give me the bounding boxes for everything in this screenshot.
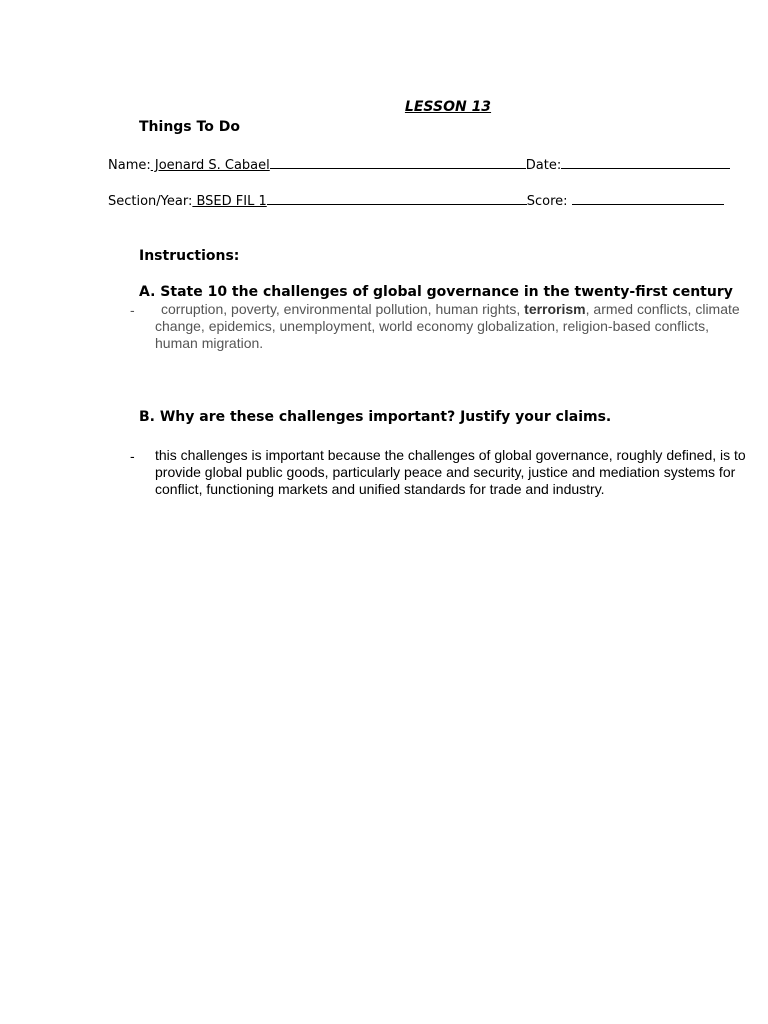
section-label: Section/Year: xyxy=(108,194,193,209)
name-underline xyxy=(270,156,526,169)
score-label: Score: xyxy=(526,194,572,209)
page-subtitle: Things To Do xyxy=(139,119,240,135)
lesson-title: LESSON 13 xyxy=(404,99,492,115)
answer-a-before: corruption, poverty, environmental pollution, human rights, xyxy=(161,301,525,317)
bullet-dash-a: - xyxy=(130,302,135,318)
date-label: Date: xyxy=(525,158,562,173)
date-blank xyxy=(561,156,730,169)
question-a: A. State 10 the challenges of global governance in the twenty-first century xyxy=(139,284,733,300)
answer-a xyxy=(155,301,755,352)
section-value: BSED FIL 1 xyxy=(192,194,267,209)
instructions-heading: Instructions: xyxy=(139,248,240,264)
answer-a-after: , armed conflicts, climate change, epidemics, unemployment, world economy globalization, religion-based conflicts, human migration. xyxy=(155,301,740,351)
answer-b: this challenges is important because the challenges of global governance, roughly defined, is to provide global public goods, particularly peace and security, justice and mediation systems for conflict, functioning markets and unified standards for trade and industry. xyxy=(155,447,746,497)
answer-a-bold: terrorism xyxy=(524,301,586,317)
section-underline xyxy=(267,192,527,205)
score-blank xyxy=(572,192,724,205)
name-value: Joenard S. Cabael xyxy=(150,158,270,173)
question-b: B. Why are these challenges important? Justify your claims. xyxy=(139,409,612,425)
bullet-dash-b: - xyxy=(130,448,135,464)
section-score-row xyxy=(108,192,724,209)
name-date-row xyxy=(108,156,730,173)
name-label: Name: xyxy=(108,158,151,173)
